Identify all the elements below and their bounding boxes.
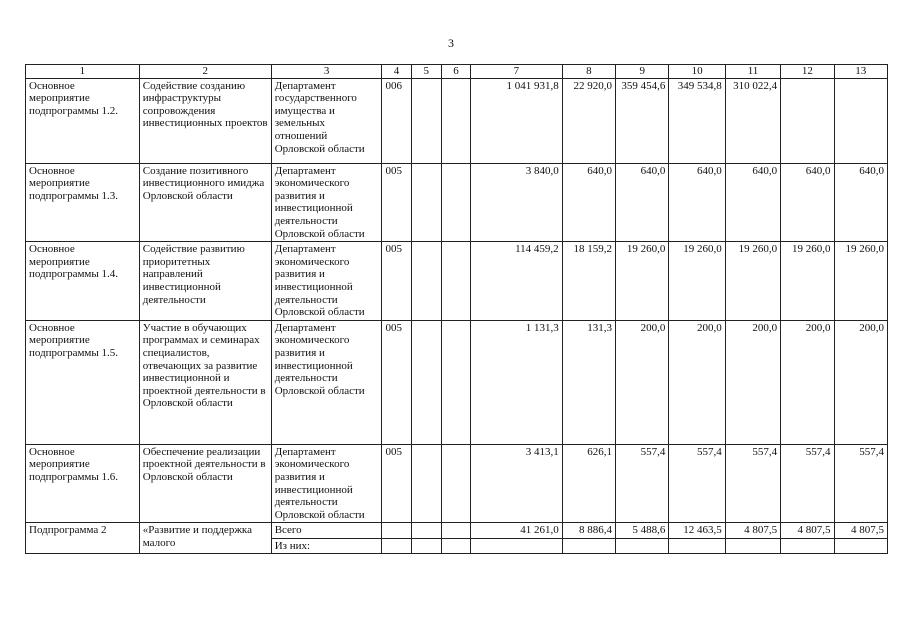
code-cell [411,538,441,554]
amount-cell [781,538,834,554]
header-cell: 7 [471,65,563,79]
amount-cell: 557,4 [834,444,887,523]
code-cell: 005 [382,163,411,242]
amount-cell: 557,4 [781,444,834,523]
code-cell: 005 [382,444,411,523]
amount-cell: 640,0 [725,163,780,242]
amount-total [471,538,563,554]
amount-cell: 640,0 [616,163,669,242]
amount-total: 3 840,0 [471,163,563,242]
of-which-label: Из них: [271,538,382,554]
table-row [26,242,888,321]
amount-cell: 12 463,5 [669,523,725,539]
measure-name: Основное мероприятие подпрограммы 1.5. [26,320,140,444]
amount-cell: 131,3 [562,320,615,444]
code-cell [382,538,411,554]
amount-cell [834,78,887,163]
amount-cell: 359 454,6 [616,78,669,163]
amount-cell: 557,4 [669,444,725,523]
amount-cell: 640,0 [562,163,615,242]
header-cell: 4 [382,65,411,79]
amount-cell: 640,0 [669,163,725,242]
header-cell: 11 [725,65,780,79]
measure-name: Основное мероприятие подпрограммы 1.3. [26,163,140,242]
table-row [26,320,888,444]
amount-cell: 22 920,0 [562,78,615,163]
amount-cell [669,538,725,554]
measure-title: Обеспечение реализации проектной деятельности в Орловской области [139,444,271,523]
amount-cell: 200,0 [781,320,834,444]
code-cell [441,78,470,163]
executor: Департамент экономического развития и инвестиционной деятельности Орловской области [271,444,382,523]
code-cell [411,242,441,321]
code-cell [441,523,470,539]
amount-total: 1 131,3 [471,320,563,444]
code-cell [441,320,470,444]
code-cell [441,242,470,321]
total-label: Всего [271,523,382,539]
amount-cell: 640,0 [834,163,887,242]
amount-total: 3 413,1 [471,444,563,523]
amount-cell: 5 488,6 [616,523,669,539]
amount-cell: 557,4 [725,444,780,523]
amount-cell: 19 260,0 [834,242,887,321]
subprogram-name: Подпрограмма 2 [26,523,140,554]
table-row [26,163,888,242]
code-cell [411,320,441,444]
measure-name: Основное мероприятие подпрограммы 1.6. [26,444,140,523]
amount-cell: 557,4 [616,444,669,523]
amount-cell: 200,0 [725,320,780,444]
program-table [25,64,888,554]
header-cell: 3 [271,65,382,79]
amount-total: 114 459,2 [471,242,563,321]
subprogram-title: «Развитие и поддержка малого [139,523,271,554]
table-row [26,444,888,523]
header-cell: 2 [139,65,271,79]
code-cell: 006 [382,78,411,163]
amount-cell: 200,0 [669,320,725,444]
amount-cell [616,538,669,554]
header-row [26,65,888,79]
code-cell: 005 [382,320,411,444]
table-row [26,78,888,163]
header-cell: 1 [26,65,140,79]
code-cell [441,444,470,523]
amount-cell: 4 807,5 [834,523,887,539]
header-cell: 6 [441,65,470,79]
amount-cell: 4 807,5 [725,523,780,539]
amount-cell [781,78,834,163]
amount-cell: 19 260,0 [725,242,780,321]
measure-name: Основное мероприятие подпрограммы 1.4. [26,242,140,321]
amount-cell: 626,1 [562,444,615,523]
amount-cell: 18 159,2 [562,242,615,321]
header-cell: 9 [616,65,669,79]
executor: Департамент государственного имущества и земельных отношений Орловской области [271,78,382,163]
amount-total: 41 261,0 [471,523,563,539]
page-number: 3 [448,36,454,50]
header-cell: 12 [781,65,834,79]
measure-name: Основное мероприятие подпрограммы 1.2. [26,78,140,163]
code-cell [411,163,441,242]
amount-cell [725,538,780,554]
amount-cell: 200,0 [616,320,669,444]
amount-cell: 200,0 [834,320,887,444]
code-cell [411,523,441,539]
code-cell: 005 [382,242,411,321]
amount-cell [562,538,615,554]
amount-cell: 310 022,4 [725,78,780,163]
executor: Департамент экономического развития и инвестиционной деятельности Орловской области [271,242,382,321]
header-cell: 10 [669,65,725,79]
amount-cell: 19 260,0 [781,242,834,321]
measure-title: Содействие развитию приоритетных направлений инвестиционной деятельности [139,242,271,321]
executor: Департамент экономического развития и инвестиционной деятельности Орловской области [271,163,382,242]
amount-cell: 8 886,4 [562,523,615,539]
code-cell [411,78,441,163]
subprogram-total-row [26,523,888,539]
header-cell: 13 [834,65,887,79]
code-cell [382,523,411,539]
amount-cell: 19 260,0 [669,242,725,321]
amount-cell [834,538,887,554]
header-cell: 5 [411,65,441,79]
measure-title: Создание позитивного инвестиционного имиджа Орловской области [139,163,271,242]
header-cell: 8 [562,65,615,79]
code-cell [441,163,470,242]
code-cell [411,444,441,523]
executor: Департамент экономического развития и инвестиционной деятельности Орловской области [271,320,382,444]
amount-cell: 349 534,8 [669,78,725,163]
amount-total: 1 041 931,8 [471,78,563,163]
amount-cell: 4 807,5 [781,523,834,539]
measure-title: Содействие созданию инфраструктуры сопровождения инвестиционных проектов [139,78,271,163]
measure-title: Участие в обучающих программах и семинарах специалистов, отвечающих за развитие инвестиционной и проектной деятельности в Орловской области [139,320,271,444]
code-cell [441,538,470,554]
amount-cell: 640,0 [781,163,834,242]
amount-cell: 19 260,0 [616,242,669,321]
